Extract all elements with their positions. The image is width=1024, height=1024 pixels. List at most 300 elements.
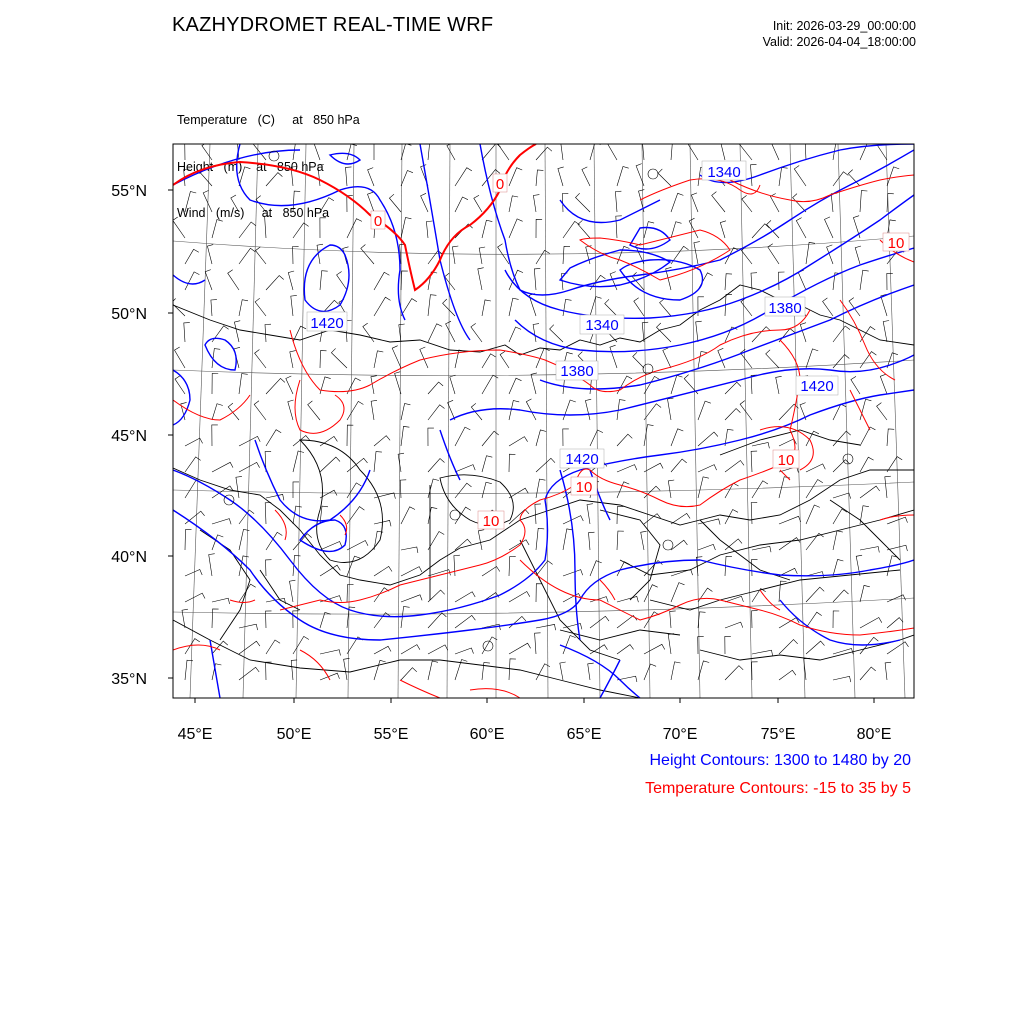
wind-barb <box>212 609 219 628</box>
wind-barb <box>644 585 658 602</box>
init-time: Init: 2026-03-29_00:00:00 <box>772 19 916 33</box>
wind-barb <box>833 590 849 602</box>
wind-barb <box>428 324 442 342</box>
wind-barb <box>668 634 674 655</box>
wind-barb <box>578 220 590 238</box>
wind-barb <box>806 572 824 578</box>
wind-barb <box>634 298 644 316</box>
wind-barb <box>482 567 500 577</box>
wind-barb <box>671 459 687 472</box>
wind-barb <box>401 144 411 160</box>
wind-barb <box>560 662 566 680</box>
wind-barb <box>320 218 326 238</box>
wind-barb <box>833 531 843 550</box>
wind-barb <box>725 636 731 654</box>
wind-barb <box>293 636 309 654</box>
wind-barb <box>253 140 266 160</box>
height-label: 1340 <box>585 317 619 334</box>
wind-barb <box>725 666 743 680</box>
temperature-label: 10 <box>575 479 593 496</box>
wind-barb <box>536 624 556 630</box>
wind-barb <box>860 547 879 553</box>
wind-barb <box>509 196 518 212</box>
wind-barb <box>860 352 876 368</box>
wind-barb <box>185 593 205 602</box>
wind-barb <box>806 464 825 472</box>
wind-barb <box>587 504 593 524</box>
wind-barb <box>536 458 555 472</box>
wind-barb <box>671 540 687 550</box>
wind-barb <box>185 141 191 161</box>
wind-barb <box>725 274 732 290</box>
wind-barb <box>239 374 248 394</box>
wind-barb <box>588 663 594 680</box>
wind-barb <box>455 483 472 498</box>
wind-barb <box>617 465 637 472</box>
wind-barb <box>671 142 678 160</box>
wind-barb <box>860 270 869 290</box>
wind-barb <box>293 223 309 238</box>
wind-barb <box>452 246 458 264</box>
wind-barb <box>725 461 744 473</box>
wind-barb <box>660 299 671 316</box>
wind-barb <box>535 633 541 654</box>
wind-barb <box>644 404 661 420</box>
wind-barb <box>347 541 368 551</box>
wind-barb <box>239 641 260 654</box>
wind-barb <box>361 245 374 265</box>
wind-barb <box>239 248 255 264</box>
height-labels <box>307 161 838 468</box>
wind-barb <box>725 539 742 550</box>
wind-barb <box>482 143 501 160</box>
wind-barb <box>534 268 540 290</box>
valid-time: Valid: 2026-04-04_18:00:00 <box>762 35 916 49</box>
wind-barb <box>447 143 455 160</box>
height-label: 1380 <box>560 363 594 380</box>
temperature-label: 10 <box>482 513 500 530</box>
wind-barb <box>585 399 591 420</box>
wind-barb <box>185 570 202 577</box>
wind-barb <box>576 193 591 212</box>
wind-barb <box>374 297 391 316</box>
wind-barb <box>392 346 401 368</box>
wind-barb <box>752 327 771 342</box>
wind-barb <box>293 191 300 212</box>
wind-barb <box>806 641 825 654</box>
wind-barb <box>420 347 428 368</box>
wind-barb <box>617 167 629 187</box>
wind-barb <box>887 642 909 654</box>
wind-barb <box>698 297 704 316</box>
height-label: 1340 <box>707 164 741 181</box>
wind-barb <box>455 539 471 550</box>
wind-barb <box>671 193 683 212</box>
wind-barb <box>752 611 758 628</box>
wind-barb <box>482 456 492 472</box>
map-title: KAZHYDROMET REAL-TIME WRF <box>172 14 494 36</box>
wind-barb <box>428 272 437 290</box>
wind-barb <box>671 513 690 524</box>
wind-barb <box>752 546 771 552</box>
wind-barb <box>563 246 570 264</box>
wind-barb <box>209 554 215 576</box>
wind-barb <box>509 327 521 342</box>
wind-barb <box>536 219 542 238</box>
wind-barb <box>806 505 820 524</box>
wind-barb <box>266 662 272 680</box>
height-label: 1420 <box>310 315 344 332</box>
wind-barb <box>185 272 199 290</box>
wind-barb <box>374 272 389 290</box>
wind-barb <box>536 584 542 602</box>
wind-barb <box>291 295 297 316</box>
wind-barb <box>860 191 867 212</box>
wind-barb <box>806 349 818 368</box>
wind-barb <box>482 354 496 368</box>
wind-barb <box>663 348 671 368</box>
wind-barb <box>371 376 377 394</box>
wind-barb <box>482 300 491 316</box>
wind-barb <box>401 567 422 576</box>
wind-barb <box>255 350 266 369</box>
wind-barb <box>293 482 299 498</box>
wind-barb <box>509 298 519 316</box>
wind-barb <box>347 401 363 420</box>
wind-barb <box>751 164 757 186</box>
wind-barb <box>500 351 509 368</box>
wind-barb <box>509 378 522 394</box>
wind-barb <box>698 637 704 654</box>
wind-barb <box>779 167 788 186</box>
wind-barb <box>617 596 638 602</box>
wind-barb <box>234 347 240 368</box>
wind-barb <box>185 530 192 551</box>
wind-barb <box>212 462 233 472</box>
wind-barb <box>239 624 258 630</box>
wind-barb <box>455 648 474 654</box>
wind-barb <box>231 195 239 212</box>
wind-barb <box>751 451 757 472</box>
wind-barb <box>320 198 334 212</box>
wind-barb <box>320 650 341 656</box>
wind-barb <box>742 195 752 212</box>
wind-barb <box>265 216 271 238</box>
wind-barb <box>400 480 406 498</box>
wind-barb <box>636 164 644 186</box>
wind-barb <box>426 221 432 238</box>
wind-barb <box>401 426 409 446</box>
wind-barb <box>752 650 773 656</box>
wind-barb <box>265 324 271 342</box>
wind-barb <box>347 585 354 603</box>
wind-barb <box>563 221 580 238</box>
wind-barb <box>239 529 249 550</box>
wind-barb <box>779 516 801 524</box>
wind-barb <box>212 373 218 394</box>
wind-barb <box>770 138 779 160</box>
wind-barb <box>474 195 482 212</box>
wind-barb <box>288 271 294 290</box>
wind-barb <box>590 561 602 576</box>
wind-barb <box>482 637 497 654</box>
wind-barb <box>399 324 405 342</box>
wind-barb <box>347 219 362 238</box>
lat-label-50: 50°N <box>111 306 147 323</box>
wind-barb <box>234 321 240 342</box>
wind-barb <box>887 618 903 628</box>
wind-barb <box>313 139 320 161</box>
wind-barb <box>550 325 563 342</box>
lon-label-55: 55°E <box>373 726 409 743</box>
wind-barb <box>776 376 782 394</box>
wind-barb <box>887 429 894 446</box>
wind-barb <box>794 166 806 187</box>
wind-barb <box>563 516 583 524</box>
wind-barb <box>421 193 428 212</box>
wind-barb <box>374 646 391 654</box>
lat-label-45: 45°N <box>111 428 147 445</box>
wind-barb <box>563 570 583 576</box>
wind-barb <box>255 298 266 316</box>
wind-barb <box>401 507 415 524</box>
wind-barb <box>610 345 617 368</box>
wind-barb <box>751 502 757 524</box>
wind-barb <box>509 557 516 577</box>
wind-barb <box>239 300 248 316</box>
wind-barb <box>833 431 851 446</box>
wind-barb <box>694 242 700 264</box>
temperature-label: 0 <box>373 213 383 230</box>
wind-barb <box>455 615 475 628</box>
wind-barb <box>533 324 539 342</box>
wind-barb <box>644 376 660 394</box>
height-label: 1420 <box>565 451 599 468</box>
wind-barb <box>374 452 382 472</box>
wind-barb <box>254 401 266 420</box>
lon-label-65: 65°E <box>566 726 602 743</box>
wind-barb <box>536 147 552 160</box>
wind-barb <box>563 529 573 550</box>
wind-barb <box>617 645 634 654</box>
wind-barb <box>885 662 891 680</box>
wind-barb <box>536 430 546 446</box>
wind-barb <box>428 295 436 316</box>
wind-barb <box>885 476 891 498</box>
wind-barb <box>374 566 392 576</box>
wind-barb <box>454 555 460 576</box>
wind-barb <box>833 326 850 342</box>
wind-barb <box>671 429 683 446</box>
wind-barb <box>752 443 769 449</box>
wind-barb <box>806 587 824 602</box>
wind-barb <box>509 454 515 472</box>
graticule <box>173 144 914 698</box>
wind-barb <box>205 270 212 290</box>
wind-barb <box>526 399 536 420</box>
wind-barb <box>739 139 752 160</box>
axis-ticks <box>168 190 874 703</box>
wind-barb <box>482 220 492 238</box>
wind-barb <box>589 532 595 550</box>
wind-barb <box>833 676 851 682</box>
wind-barb <box>401 645 420 654</box>
wind-barb <box>833 460 850 472</box>
wind-barb <box>428 507 437 524</box>
wind-barb <box>320 271 328 290</box>
wind-barb <box>793 194 806 212</box>
wind-barb <box>509 437 528 446</box>
wind-barb <box>590 143 601 160</box>
borders <box>173 285 914 698</box>
wind-barb <box>671 375 683 394</box>
wind-barb <box>644 644 665 654</box>
lon-labels <box>178 726 892 743</box>
wind-barb <box>751 375 757 394</box>
wind-barb <box>741 298 752 316</box>
wind-barb <box>286 376 293 394</box>
wind-barb <box>389 194 401 212</box>
wind-barb <box>833 649 853 655</box>
wind-barb <box>536 479 545 498</box>
wind-barb <box>401 668 417 680</box>
temperature-label: 0 <box>495 176 505 193</box>
wind-barb <box>266 560 272 576</box>
wind-barb <box>478 530 484 550</box>
wind-barb <box>371 400 377 420</box>
wind-barb <box>805 142 811 160</box>
wind-barb <box>643 142 649 160</box>
wind-barb <box>751 273 757 290</box>
wind-barb <box>641 531 647 550</box>
wind-barb <box>767 220 779 238</box>
lat-labels <box>111 183 147 688</box>
wind-barb <box>450 375 456 394</box>
wind-barb <box>509 168 522 186</box>
wind-barb <box>725 622 743 628</box>
temperature-label: 10 <box>887 235 905 252</box>
wind-barb <box>471 323 482 342</box>
wind-barb <box>698 401 711 420</box>
wind-barb <box>806 533 824 550</box>
wind-barb <box>401 299 417 316</box>
wind-barb <box>698 588 712 602</box>
wind-barb <box>887 273 893 290</box>
lat-label-55: 55°N <box>111 183 147 200</box>
wind-barb <box>347 144 357 160</box>
wind-barb <box>563 299 572 316</box>
field-temperature: Temperature (C) at 850 hPa <box>177 113 360 127</box>
wind-barb <box>347 378 361 394</box>
wind-barb <box>831 193 837 212</box>
wind-barb <box>266 430 281 446</box>
lon-label-75: 75°E <box>760 726 796 743</box>
wind-barb <box>347 458 368 472</box>
wind-barb <box>644 612 659 628</box>
wind-barb <box>796 218 806 238</box>
wind-barb <box>211 300 217 316</box>
wind-barb <box>401 404 410 421</box>
wind-barb <box>657 323 672 342</box>
lon-label-60: 60°E <box>469 726 505 743</box>
wind-barb <box>455 592 475 602</box>
wind-barb <box>712 192 725 212</box>
wind-barb <box>883 321 889 343</box>
wind-barb <box>718 348 725 368</box>
wind-barb <box>320 612 331 628</box>
wind-barb <box>455 465 475 472</box>
wind-barb <box>320 457 340 472</box>
wind-barb <box>212 535 223 550</box>
wind-barb <box>347 483 361 498</box>
wind-barb <box>455 427 470 446</box>
wind-barb <box>398 453 404 472</box>
wind-barb <box>887 517 908 524</box>
wind-barb <box>536 528 544 550</box>
wind-barb <box>806 242 815 264</box>
wind-barb <box>428 590 445 602</box>
wind-barb <box>725 382 741 394</box>
wind-barb <box>207 245 213 264</box>
wind-barb <box>698 612 706 628</box>
wind-barb <box>509 643 531 654</box>
wind-barb <box>482 482 492 498</box>
wind-barb <box>670 611 676 628</box>
wind-barb <box>536 250 550 264</box>
wind-barb <box>239 167 250 186</box>
wind-barb <box>860 427 875 446</box>
wind-barb <box>401 171 413 187</box>
wind-barb <box>212 404 223 420</box>
wind-barb <box>337 272 347 291</box>
wind-barb <box>825 217 834 238</box>
wind-barb <box>860 585 870 602</box>
wind-barb <box>880 374 887 394</box>
wind-barb <box>228 270 239 290</box>
wind-barb <box>266 276 284 291</box>
wind-barb <box>428 382 443 394</box>
wind-barb <box>671 583 685 602</box>
lon-label-70: 70°E <box>662 726 698 743</box>
wind-barb <box>401 595 422 602</box>
wind-barb <box>725 596 743 602</box>
wind-barb <box>687 139 698 160</box>
wind-barb <box>478 268 484 290</box>
wind-barb <box>265 503 271 525</box>
wind-barb <box>479 247 485 264</box>
wind-barb <box>860 618 882 629</box>
wind-barb <box>347 556 360 576</box>
wind-barb <box>558 167 564 186</box>
wind-barb <box>266 494 284 500</box>
wind-barb <box>173 217 185 238</box>
wind-barb <box>401 547 418 553</box>
wind-barb <box>374 660 386 680</box>
field-wind: Wind (m/s) at 850 hPa <box>177 206 330 220</box>
wind-barb <box>617 376 632 394</box>
lon-label-45: 45°E <box>177 726 213 743</box>
wind-barb <box>691 193 698 212</box>
wind-barb <box>698 465 717 472</box>
wind-barb <box>236 476 242 498</box>
wind-barb <box>606 138 617 160</box>
wind-barb <box>779 329 795 342</box>
wind-barb <box>833 611 839 628</box>
wind-barb <box>833 493 851 499</box>
lon-label-50: 50°E <box>276 726 312 743</box>
wind-barb <box>212 598 230 604</box>
wind-barb <box>658 169 671 186</box>
